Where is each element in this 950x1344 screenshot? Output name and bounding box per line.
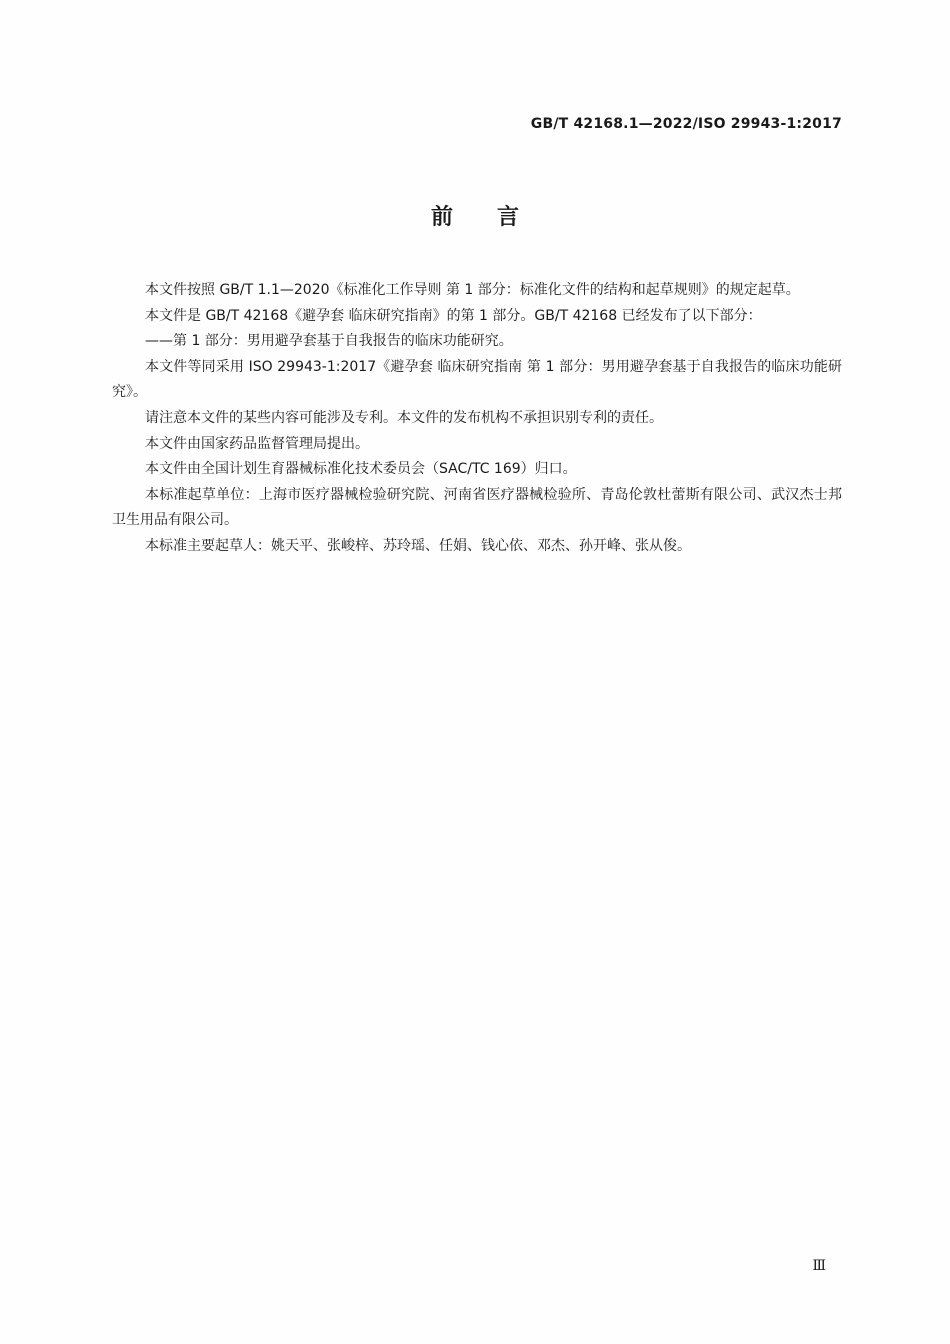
standard-number: GB/T 42168.1—2022/ISO 29943-1:2017	[530, 116, 842, 132]
paragraph-iso-adoption: 本文件等同采用 ISO 29943-1:2017《避孕套 临床研究指南 第 1 部分：男用避孕套基于自我报告的临床功能研究》。	[112, 358, 842, 401]
page-title: 前言	[430, 205, 563, 230]
paragraph-technical-committee: 本文件由全国计划生育器械标准化技术委员会（SAC/TC 169）归口。	[145, 461, 577, 478]
foreword-body	[112, 278, 842, 560]
paragraph-proposed-by: 本文件由国家药品监督管理局提出。	[145, 435, 369, 452]
page-number: Ⅲ	[812, 1258, 826, 1274]
paragraph-drafting-rules: 本文件按照 GB/T 1.1—2020《标准化工作导则 第 1 部分：标准化文件的结构和起草规则》的规定起草。	[145, 282, 800, 298]
paragraph-series-info: 本文件是 GB/T 42168《避孕套 临床研究指南》的第 1 部分。GB/T 42168 已经发布了以下部分：	[145, 307, 762, 324]
paragraph-drafters: 本标准主要起草人：姚天平、张峻梓、苏玲瑶、任娟、钱心依、邓杰、孙开峰、张从俊。	[145, 537, 691, 554]
paragraph-part-list-item: ——第 1 部分：男用避孕套基于自我报告的临床功能研究。	[145, 333, 513, 350]
paragraph-drafting-units: 本标准起草单位：上海市医疗器械检验研究院、河南省医疗器械检验所、青岛伦敦杜蕾斯有限公司、武汉杰士邦卫生用品有限公司。	[112, 486, 842, 529]
paragraph-patent-notice: 请注意本文件的某些内容可能涉及专利。本文件的发布机构不承担识别专利的责任。	[145, 409, 663, 426]
